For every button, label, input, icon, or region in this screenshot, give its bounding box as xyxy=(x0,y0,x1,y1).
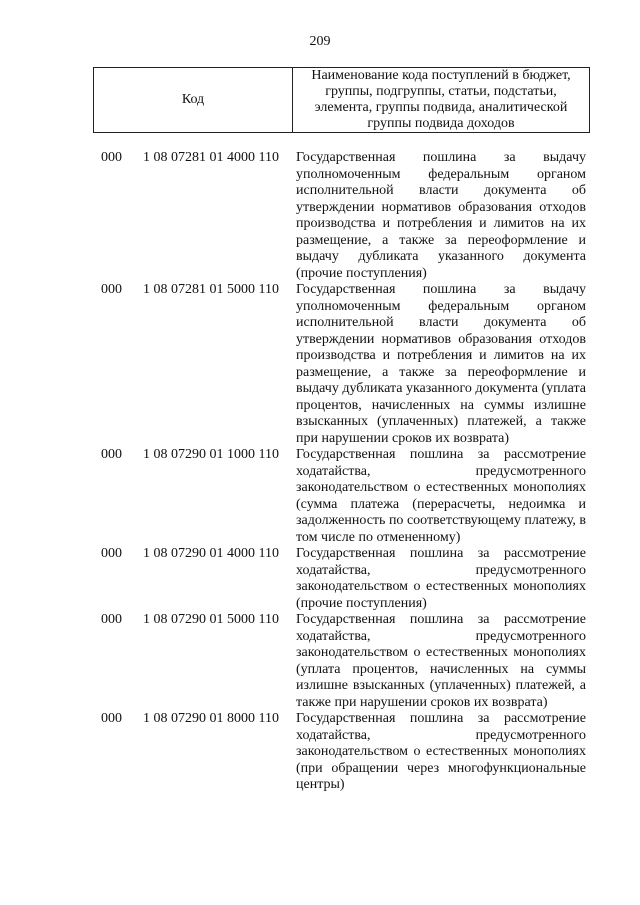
revenue-name: Государственная пошлина за выдачу уполномоченным федеральным органом исполнительной власти документа об утверждении нормативов образования отходов производства и потребления и лимитов на их размещение, а также за переоформление и выдачу дубликата указанного документа (уплата процентов, начисленных на суммы излишне взысканных (уплаченных) платежей, а также при нарушении сроков их возврата) xyxy=(296,282,587,446)
revenue-code: 1 08 07281 01 4000 110 xyxy=(143,150,279,165)
table-row xyxy=(0,546,640,612)
admin-code: 000 xyxy=(101,447,122,462)
page-number: 209 xyxy=(309,34,331,49)
revenue-name: Государственная пошлина за выдачу уполномоченным федеральным органом исполнительной власти документа об утверждении нормативов образования отходов производства и потребления и лимитов на их размещение, а также за переоформление и выдачу дубликата указанного документа (прочие поступления) xyxy=(296,150,586,281)
revenue-code: 1 08 07290 01 5000 110 xyxy=(143,612,279,627)
revenue-code: 1 08 07290 01 4000 110 xyxy=(143,546,279,561)
admin-code: 000 xyxy=(101,612,122,627)
table-row xyxy=(0,447,640,546)
revenue-code: 1 08 07290 01 1000 110 xyxy=(143,447,279,462)
admin-code: 000 xyxy=(101,711,122,726)
admin-code: 000 xyxy=(101,150,122,165)
table-row xyxy=(0,150,640,282)
revenue-name: Государственная пошлина за рассмотрение ходатайства, предусмотренного законодательством о естественных монополиях (уплата процентов, начисленных на суммы излишне взысканных (уплаченных) платежей, а также при нарушении сроков их возврата) xyxy=(296,612,586,710)
header-code-cell: Код xyxy=(94,68,293,132)
table-body xyxy=(0,150,640,794)
revenue-name: Государственная пошлина за рассмотрение ходатайства, предусмотренного законодательством о естественных монополиях (прочие поступления) xyxy=(296,546,586,611)
admin-code: 000 xyxy=(101,546,122,561)
table-row xyxy=(0,612,640,711)
header-name-cell: Наименование кода поступлений в бюджет, группы, подгруппы, статьи, подстатьи, элемента, группы подвида, аналитической группы подвида доходов xyxy=(311,68,571,131)
admin-code: 000 xyxy=(101,282,122,297)
revenue-name: Государственная пошлина за рассмотрение ходатайства, предусмотренного законодательством о естественных монополиях (сумма платежа (перерасчеты, недоимка и задолженность по соответствующему платежу, в том числе по отмененному) xyxy=(296,447,586,545)
table-row xyxy=(0,282,640,447)
revenue-name: Государственная пошлина за рассмотрение ходатайства, предусмотренного законодательством о естественных монополиях (при обращении через многофункциональные центры) xyxy=(296,711,586,792)
revenue-code: 1 08 07281 01 5000 110 xyxy=(143,282,279,297)
table-header xyxy=(93,67,590,133)
revenue-code: 1 08 07290 01 8000 110 xyxy=(143,711,279,726)
table-row xyxy=(0,711,640,794)
